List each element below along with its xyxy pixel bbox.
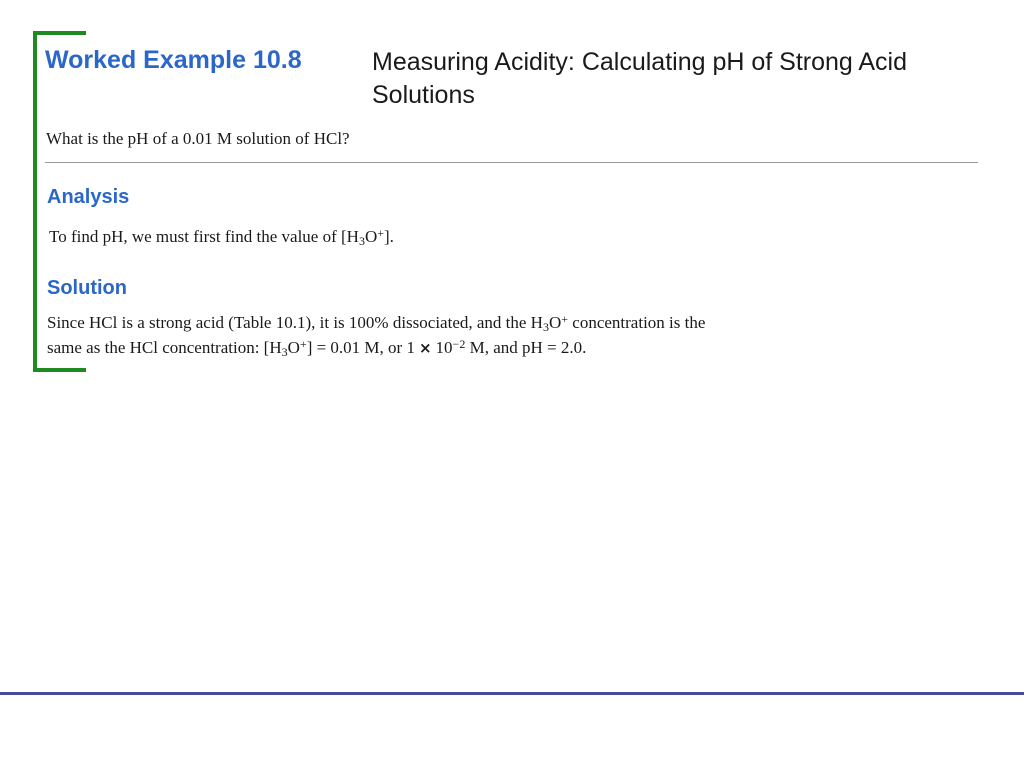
- analysis-superscript: +: [377, 226, 385, 240]
- solution-line1-a: Since HCl is a strong acid (Table 10.1), it is 100% dissociated, and the H: [47, 313, 543, 332]
- solution-line1-subscript: 3: [542, 320, 549, 334]
- solution-line2-b: ] = 0.01 M, or 1: [306, 338, 415, 357]
- footer-line: [0, 692, 1024, 695]
- analysis-subscript: 3: [358, 234, 365, 248]
- solution-line1-o: O: [548, 313, 562, 332]
- question-text: What is the pH of a 0.01 M solution of HCl?: [46, 129, 350, 148]
- solution-line-2: [47, 338, 586, 358]
- page-title: Measuring Acidity: Calculating pH of Strong Acid Solutions: [372, 48, 907, 109]
- analysis-text-b: ].: [384, 227, 394, 246]
- solution-line2-c: 10: [435, 338, 453, 357]
- solution-line2-superscript: +: [299, 337, 307, 351]
- solution-line1-superscript: +: [561, 312, 569, 326]
- bracket-top: [33, 31, 86, 35]
- solution-line-1: [47, 313, 705, 333]
- solution-line2-d: M, and pH = 2.0.: [465, 338, 587, 357]
- divider: [45, 162, 978, 163]
- solution-line2-subscript: 3: [281, 345, 288, 359]
- example-label: Worked Example 10.8: [45, 46, 302, 74]
- solution-exponent: −2: [452, 337, 466, 351]
- times-symbol: ×: [418, 339, 432, 357]
- bracket-bottom: [33, 368, 86, 372]
- solution-heading: Solution: [47, 277, 127, 299]
- analysis-text-a: To find pH, we must first find the value of [H: [49, 227, 359, 246]
- analysis-o: O: [364, 227, 378, 246]
- solution-line2-a: same as the HCl concentration: [H: [47, 338, 282, 357]
- bracket-vertical: [33, 31, 37, 372]
- analysis-text: [49, 227, 394, 247]
- solution-line1-b: concentration is the: [568, 313, 706, 332]
- solution-line2-o: O: [287, 338, 300, 357]
- analysis-heading: Analysis: [47, 186, 130, 208]
